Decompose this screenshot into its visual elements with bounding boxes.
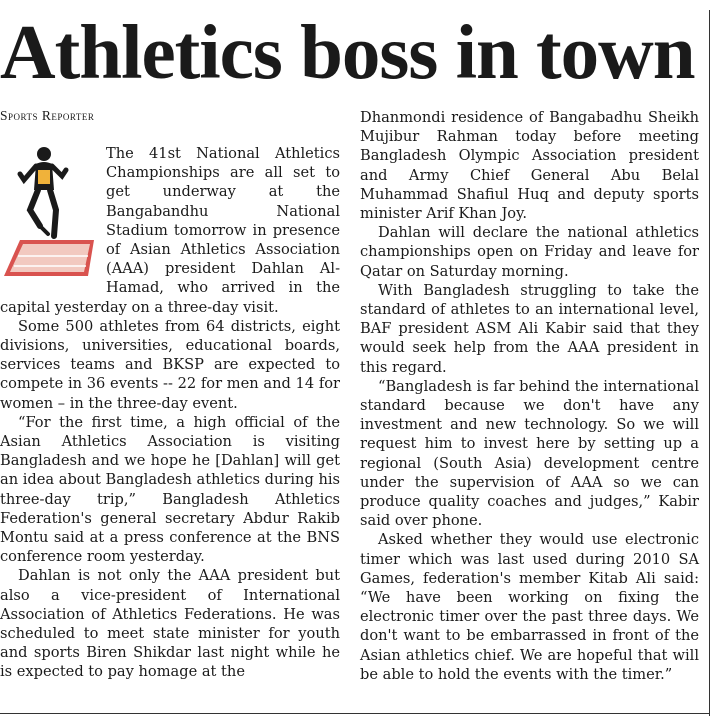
paragraph: Dahlan will declare the national athletics championships open on Friday and leave for Qatar on Saturday morning. — [360, 224, 699, 280]
paragraph: Dahlan is not only the AAA president but also a vice-president of International Association of Athletics Federations. He was scheduled to meet state minister for youth and sports Biren Shikdar last night while he is expected to pay homage at the — [0, 567, 340, 681]
paragraph: With Bangladesh struggling to take the standard of athletes to an international level, BAF president ASM Ali Kabir said that they would seek help from the AAA president in this regard. — [360, 281, 699, 376]
article-column-2 — [360, 108, 699, 684]
article-column-1 — [0, 144, 340, 682]
paragraph: Asked whether they would use electronic timer which was last used during 2010 SA Games, federation's member Kitab Ali said: “We have been working on fixing the electronic timer over the past three days. We don't want to be embarrassed in front of the Asian athletics chief. We are hopeful that will be able to hold the events with the timer.” — [360, 531, 699, 683]
headline: Athletics boss in town — [0, 9, 695, 95]
bottom-rule — [0, 713, 710, 714]
paragraph: Some 500 athletes from 64 districts, eight divisions, universities, educational boards, services teams and BKSP are expected to compete in 36 events -- 22 for men and 14 for women – in the three-day event. — [0, 317, 340, 412]
athlete-illustration-icon — [0, 144, 100, 288]
paragraph: Dhanmondi residence of Bangabadhu Sheikh Mujibur Rahman today before meeting Bangladesh Olympic Association president and Army Chief General Abu Belal Muhammad Shafiul Huq and deputy sports minister Arif Khan Joy. — [360, 109, 699, 223]
paragraph: The 41st National Athletics Championships are all set to get underway at the Bangabandhu National Stadium tomorrow in presence of Asian Athletics Association (AAA) president Dahlan Al-Hamad, who arrived in the capital yesterday on a three-day visit. — [0, 145, 340, 316]
byline: Sports Reporter — [0, 108, 95, 123]
paragraph: “Bangladesh is far behind the international standard because we don't have any investment and new technology. So we will request him to invest here by setting up a regional (South Asia) development centre under the supervision of AAA so we can produce quality coaches and judges,” Kabir said over phone. — [360, 377, 699, 530]
paragraph: “For the first time, a high official of the Asian Athletics Association is visiting Bangladesh and we hope he [Dahlan] will get an idea about Bangladesh athletics during his three-day trip,” Bangladesh Athletics Federation's general secretary Abdur Rakib Montu said at a press conference at the BNS conference room yesterday. — [0, 413, 340, 566]
column-rule — [709, 10, 710, 716]
